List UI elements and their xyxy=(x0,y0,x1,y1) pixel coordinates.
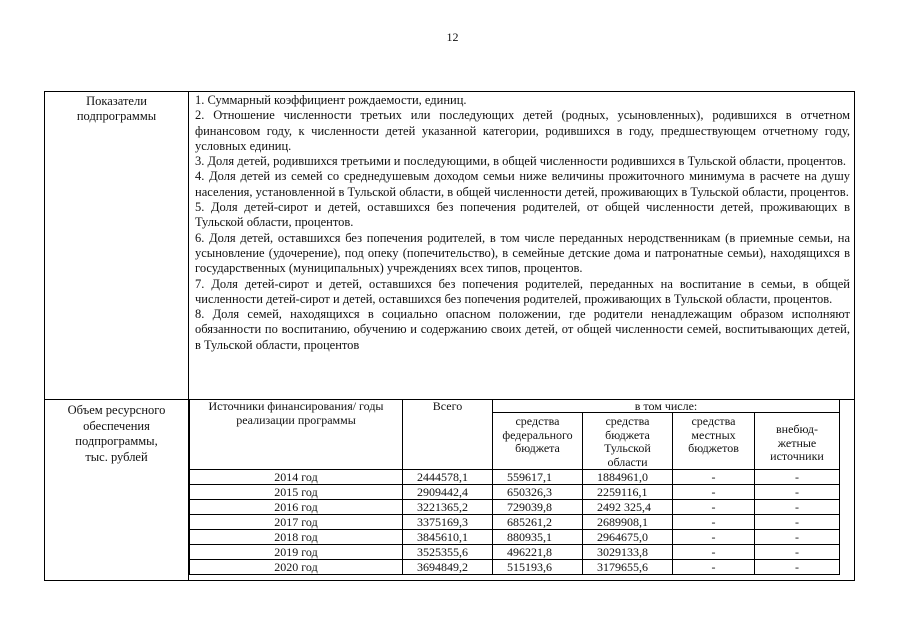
table-row xyxy=(190,485,840,500)
row-total: 3221365,2 xyxy=(403,500,493,515)
funding-label-line4: тыс. рублей xyxy=(85,449,148,464)
table-row xyxy=(190,560,840,575)
header-local: средства местных бюджетов xyxy=(673,413,755,470)
indicator-item: 6. Доля детей, оставшихся без попечения родителей, в том числе переданных неродственникам (в приемные семьи, на усыновление (удочерение), под опеку (попечительство), в семейные детские дома и патронатные семьи), находящихся в государственных (муниципальных) учреждениях всех типов, процентов. xyxy=(195,230,850,276)
table-row xyxy=(190,470,840,485)
row-federal: 729039,8 xyxy=(493,500,583,515)
row-federal: 559617,1 xyxy=(493,470,583,485)
funding-label-line1: Объем ресурсного xyxy=(67,403,166,417)
indicators-label-line2: подпрограммы xyxy=(76,109,157,123)
row-year: 2014 год xyxy=(190,470,403,485)
row-extra: - xyxy=(755,515,840,530)
row-extra: - xyxy=(755,530,840,545)
row-regional: 3029133,8 xyxy=(583,545,673,560)
row-federal: 496221,8 xyxy=(493,545,583,560)
row-extra: - xyxy=(755,560,840,575)
indicator-item: 8. Доля семей, находящихся в социально опасном положении, где родители ненадлежащим образом исполняют обязанности по воспитанию, обучению и содержанию своих детей, от общей численности семей, воспитывающих детей, в Тульской области, процентов xyxy=(195,307,850,352)
row-extra: - xyxy=(755,500,840,515)
funding-label-line2: обеспечения xyxy=(83,418,150,433)
table-row xyxy=(190,545,840,560)
row-federal: 650326,3 xyxy=(493,485,583,500)
indicator-item: 7. Доля детей-сирот и детей, оставшихся без попечения родителей, переданных на воспитание в семьи, в общей численности детей-сирот и детей, оставшихся без попечения родителей, проживающих в Тульской области, процентов. xyxy=(195,276,850,306)
row-year: 2018 год xyxy=(190,530,403,545)
row-federal: 685261,2 xyxy=(493,515,583,530)
row-extra: - xyxy=(755,470,840,485)
header-extra: внебюд-жетные источники xyxy=(755,413,840,470)
row-year: 2015 год xyxy=(190,485,403,500)
header-regional: средства бюджета Тульской области xyxy=(583,413,673,470)
funding-table xyxy=(189,399,840,575)
row-regional: 1884961,0 xyxy=(583,470,673,485)
row-federal: 880935,1 xyxy=(493,530,583,545)
funding-section xyxy=(44,399,855,581)
table-row xyxy=(190,530,840,545)
row-year: 2020 год xyxy=(190,560,403,575)
row-year: 2017 год xyxy=(190,515,403,530)
row-year: 2019 год xyxy=(190,545,403,560)
indicator-item: 5. Доля детей-сирот и детей, оставшихся без попечения родителей, от общей численности детей, проживающих в Тульской области, процентов. xyxy=(195,200,850,230)
row-local: - xyxy=(673,530,755,545)
funding-label xyxy=(45,400,189,580)
row-total: 3694849,2 xyxy=(403,560,493,575)
indicator-item: 2. Отношение численности третьих или последующих детей (родных, усыновленных), родившихся в отчетном финансовом году, к численности детей указанной категории, родившихся в году, предшествующем отчетному году, условных единиц. xyxy=(195,108,850,153)
indicators-list xyxy=(189,92,854,399)
row-local: - xyxy=(673,560,755,575)
row-extra: - xyxy=(755,545,840,560)
row-regional: 2259116,1 xyxy=(583,485,673,500)
table-row xyxy=(190,515,840,530)
indicators-label xyxy=(45,92,189,399)
row-local: - xyxy=(673,500,755,515)
table-header-row xyxy=(190,400,840,413)
row-total: 3845610,1 xyxy=(403,530,493,545)
funding-label-line3: подпрограммы, xyxy=(75,434,158,448)
indicators-label-line1: Показатели xyxy=(86,94,147,108)
row-local: - xyxy=(673,485,755,500)
indicators-section xyxy=(44,91,855,400)
table-row xyxy=(190,500,840,515)
indicator-item: 1. Суммарный коэффициент рождаемости, единиц. xyxy=(195,93,467,107)
header-sources: Источники финансирования/ годы реализации программы xyxy=(190,400,403,470)
row-extra: - xyxy=(755,485,840,500)
row-local: - xyxy=(673,545,755,560)
row-local: - xyxy=(673,470,755,485)
header-total: Всего xyxy=(403,400,493,470)
row-total: 3525355,6 xyxy=(403,545,493,560)
row-local: - xyxy=(673,515,755,530)
row-regional: 2964675,0 xyxy=(583,530,673,545)
row-regional: 2689908,1 xyxy=(583,515,673,530)
indicator-item: 3. Доля детей, родившихся третьими и последующими, в общей численности родившихся в Тульской области, процентов. xyxy=(195,154,847,169)
row-year: 2016 год xyxy=(190,500,403,515)
indicator-item: 4. Доля детей из семей со среднедушевым доходом семьи ниже величины прожиточного минимума в расчете на душу населения, установленной в Тульской области, в общей численности детей, проживающих в Тульской области, процентов. xyxy=(195,169,850,199)
row-regional: 2492 325,4 xyxy=(583,500,673,515)
row-federal: 515193,6 xyxy=(493,560,583,575)
page-number: 12 xyxy=(446,30,459,44)
header-federal: средства федерального бюджета xyxy=(493,413,583,470)
header-including: в том числе: xyxy=(493,400,840,413)
row-regional: 3179655,6 xyxy=(583,560,673,575)
row-total: 2909442,4 xyxy=(403,485,493,500)
row-total: 2444578,1 xyxy=(403,470,493,485)
row-total: 3375169,3 xyxy=(403,515,493,530)
